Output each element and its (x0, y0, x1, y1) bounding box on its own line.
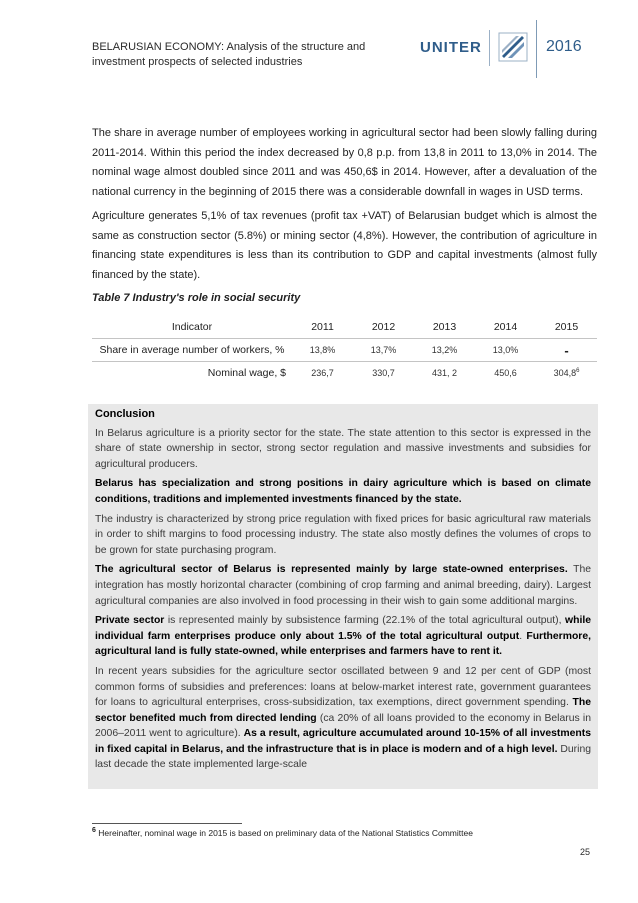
table-cell: 330,7 (353, 362, 414, 385)
logo-mark-icon (498, 32, 528, 62)
table-header-row (92, 316, 597, 339)
conclusion-bold-text: Belarus has specialization and strong positions in dairy agriculture which is based on climate conditions, traditions and implemented investments financed by the state. (95, 478, 591, 505)
table-caption: Table 7 Industry's role in social security (92, 292, 301, 304)
table-cell-value: 304,8 (553, 368, 577, 378)
logo-divider (489, 30, 490, 66)
table-header-cell: 2012 (371, 321, 396, 333)
conclusion-text: In recent years subsidies for the agriculture sector oscillated between 9 and 12 per cent of GDP (most common forms of subsidies and preferences: loans at below-market interest rate, government guarantees for loans to agricultural enterprises, cross-subsidization, tax exemptions, direct government spending. (95, 665, 591, 709)
header-year: 2016 (546, 38, 582, 55)
conclusion-paragraph-3: The industry is characterized by strong price regulation with fixed prices for basic agricultural raw materials in order to shift margins to food processing industry. The state also mostly defines the volumes of crops to be grown for state purchasing program. (95, 513, 591, 556)
footnote (92, 827, 473, 838)
table-header-cell: 2014 (493, 321, 518, 333)
page-number: 25 (580, 847, 591, 857)
body-paragraph-1: The share in average number of employees working in agricultural sector had been slowly falling during 2011-2014. Within this period the index decreased by 0,8 p.p. from 13,8 in 2011 to 13,0% in 2014. The nominal wage almost doubled since 2011 and was 450,6$ in 2014. However, after a devaluation of the national currency in the beginning of 2015 there was a considerable downfall in wages in USD terms. (92, 127, 597, 198)
conclusion-paragraph-4 (95, 562, 591, 609)
table-header-cell: 2011 (311, 321, 334, 333)
conclusion-text: (ca 20% of all loans provided to the economy in Belarus in 2006–2011 went to agriculture). (95, 712, 591, 740)
table-cell: 431, 2 (414, 362, 475, 385)
conclusion-bold-text: Furthermore, agricultural land is fully state-owned, while enterprises and farmers have to rent it. (95, 630, 592, 658)
conclusion-paragraph-5 (95, 613, 591, 660)
table-row (92, 339, 597, 362)
table-row-label: Share in average number of workers, % (92, 339, 292, 362)
table-cell: 13,7% (353, 339, 414, 362)
social-security-table (92, 316, 597, 384)
footnote-divider (92, 823, 242, 824)
conclusion-text: The integration has mostly horizontal character (combining of crop farming and animal breeding, dairy). Largest agricultural companies are also involved in food processing in their wish to gain some additional margins. (95, 564, 591, 607)
conclusion-title: Conclusion (95, 408, 155, 420)
footnote-mark: 6 (92, 827, 96, 834)
footnote-text: Hereinafter, nominal wage in 2015 is based on preliminary data of the National Statistics Committee (95, 827, 473, 838)
table-cell: 13,8% (292, 339, 353, 362)
conclusion-box (88, 404, 598, 789)
table-header-cell: 2015 (554, 321, 579, 333)
logo-text: UNITER (420, 39, 482, 56)
header-divider (536, 20, 537, 78)
table-cell: 13,0% (475, 339, 536, 362)
table-row-label: Nominal wage, $ (92, 362, 292, 385)
table-cell: 13,2% (414, 339, 475, 362)
conclusion-paragraph-1: In Belarus agriculture is a priority sector for the state. The state attention to this sector is expressed in the share of state ownership in sector, strong sector regulation and massive investments and subsidies for agricultural producers. (95, 427, 591, 470)
table-cell-with-footnote (536, 362, 597, 385)
table-cell: 236,7 (292, 362, 353, 385)
conclusion-bold-text: while individual farm enterprises produce only about 1.5% of the total agricultural output (95, 615, 591, 642)
footnote-ref: 6 (576, 368, 580, 374)
conclusion-bold-text: The agricultural sector of Belarus is represented mainly by large state-owned enterprises. (95, 564, 568, 576)
header-title: BELARUSIAN ECONOMY: Analysis of the structure and investment prospects of selected industries (92, 41, 366, 68)
conclusion-paragraph-6 (95, 664, 591, 773)
conclusion-bold-text: As a result, agriculture accumulated around 10-15% of all investments in fixed capital in Belarus, and the infrastructure that is in place is modern and of a high level. (95, 728, 591, 755)
table-header-cell: Indicator (171, 321, 213, 333)
body-paragraph-2: Agriculture generates 5,1% of tax revenues (profit tax +VAT) of Belarusian budget which is almost the same as construction sector (5.8%) or mining sector (4,8%). However, the contribution of agriculture in financing state expenditures is less than its contribution to GDP and capital investments (almost fully financed by the state). (92, 210, 597, 281)
table-header-cell: 2013 (432, 321, 457, 333)
table-cell: - (536, 339, 597, 362)
conclusion-bold-text: The sector benefited much from directed lending (95, 697, 591, 724)
table-row (92, 362, 597, 385)
conclusion-text: During last decade the state implemented large-scale (95, 743, 591, 771)
conclusion-text: is represented mainly by subsistence farming (22.1% of the total agricultural output), (164, 615, 566, 627)
table-cell: 450,6 (475, 362, 536, 385)
conclusion-text: . (519, 630, 527, 642)
uniter-logo (420, 22, 532, 74)
conclusion-paragraph-2 (95, 476, 591, 507)
conclusion-bold-text: Private sector (95, 615, 165, 627)
